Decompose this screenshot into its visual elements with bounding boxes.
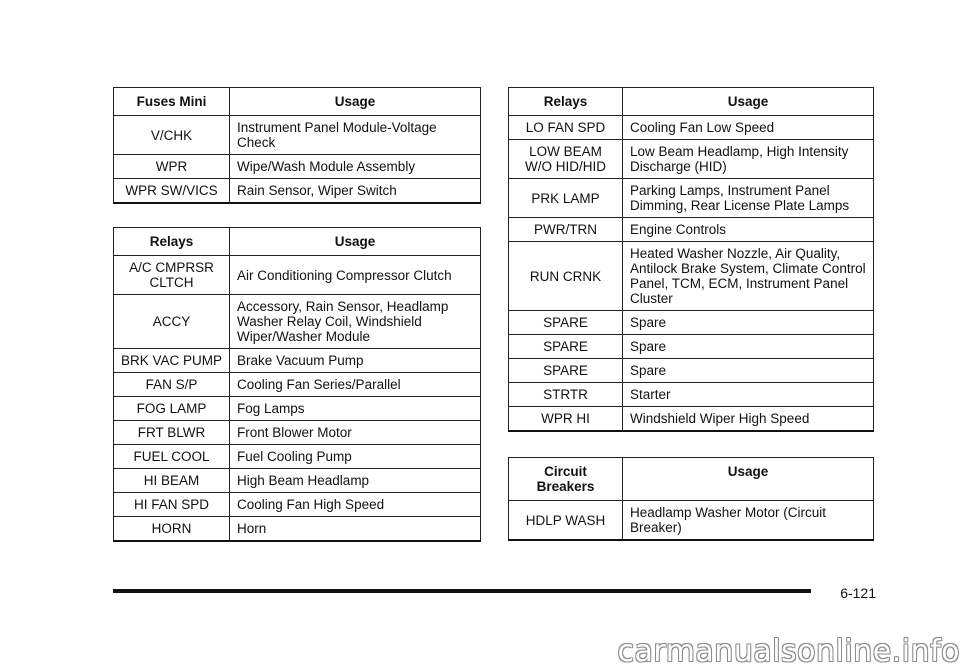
- usage-cell: Starter: [623, 383, 874, 407]
- relays-table-left: [113, 227, 481, 542]
- usage-cell: Fog Lamps: [230, 397, 481, 421]
- table-row: [509, 140, 874, 179]
- usage-cell: Cooling Fan Low Speed: [623, 116, 874, 140]
- fuse-name-cell: HI FAN SPD: [114, 493, 230, 517]
- circuit-breakers-table: [508, 457, 874, 541]
- usage-cell: Instrument Panel Module-Voltage Check: [230, 116, 481, 155]
- table-row: [114, 116, 481, 155]
- fuse-name-cell: RUN CRNK: [509, 242, 623, 311]
- table-row: [509, 179, 874, 218]
- table-row: [114, 256, 481, 295]
- fuse-name-cell: HI BEAM: [114, 469, 230, 493]
- table-row: [114, 421, 481, 445]
- table-row: [114, 445, 481, 469]
- fuse-name-cell: WPR: [114, 155, 230, 179]
- table-row: [509, 335, 874, 359]
- table-header-row: [509, 458, 874, 501]
- table-row: [509, 359, 874, 383]
- column-header: Relays: [114, 228, 230, 256]
- table-header-row: [509, 88, 874, 116]
- usage-cell: Spare: [623, 335, 874, 359]
- fuses-mini-table: [113, 87, 481, 204]
- fuse-name-cell: WPR SW/VICS: [114, 179, 230, 204]
- usage-cell: Air Conditioning Compressor Clutch: [230, 256, 481, 295]
- fuse-name-cell: FUEL COOL: [114, 445, 230, 469]
- fuse-name-cell: SPARE: [509, 335, 623, 359]
- usage-cell: Headlamp Washer Motor (Circuit Breaker): [623, 501, 874, 541]
- table-row: [114, 373, 481, 397]
- table-row: [509, 383, 874, 407]
- table-row: [114, 517, 481, 542]
- fuse-name-cell: FAN S/P: [114, 373, 230, 397]
- fuse-name-cell: PRK LAMP: [509, 179, 623, 218]
- column-header: Usage: [623, 88, 874, 116]
- usage-cell: High Beam Headlamp: [230, 469, 481, 493]
- fuse-name-cell: ACCY: [114, 295, 230, 349]
- fuse-name-cell: BRK VAC PUMP: [114, 349, 230, 373]
- usage-cell: Windshield Wiper High Speed: [623, 407, 874, 432]
- usage-cell: Horn: [230, 517, 481, 542]
- column-header: Circuit Breakers: [509, 458, 623, 501]
- column-header: Usage: [623, 458, 874, 501]
- table-row: [509, 311, 874, 335]
- usage-cell: Cooling Fan Series/Parallel: [230, 373, 481, 397]
- usage-cell: Engine Controls: [623, 218, 874, 242]
- table-row: [114, 349, 481, 373]
- usage-cell: Spare: [623, 311, 874, 335]
- table-header-row: [114, 228, 481, 256]
- table-row: [114, 469, 481, 493]
- fuse-name-cell: SPARE: [509, 311, 623, 335]
- column-header: Fuses Mini: [114, 88, 230, 116]
- table-row: [509, 242, 874, 311]
- relays-table-right: [508, 87, 874, 432]
- usage-cell: Heated Washer Nozzle, Air Quality, Antilock Brake System, Climate Control Panel, TCM, ECM, Instrument Panel Cluster: [623, 242, 874, 311]
- fuse-name-cell: HORN: [114, 517, 230, 542]
- usage-cell: Fuel Cooling Pump: [230, 445, 481, 469]
- table-row: [114, 155, 481, 179]
- usage-cell: Rain Sensor, Wiper Switch: [230, 179, 481, 204]
- table-row: [114, 397, 481, 421]
- fuse-name-cell: LOW BEAM W/O HID/HID: [509, 140, 623, 179]
- usage-cell: Spare: [623, 359, 874, 383]
- table-header-row: [114, 88, 481, 116]
- column-header: Usage: [230, 88, 481, 116]
- page-number: 6-121: [840, 585, 876, 601]
- footer-rule: [113, 589, 811, 593]
- usage-cell: Parking Lamps, Instrument Panel Dimming, Rear License Plate Lamps: [623, 179, 874, 218]
- table-row: [114, 295, 481, 349]
- usage-cell: Cooling Fan High Speed: [230, 493, 481, 517]
- table-row: [114, 179, 481, 204]
- fuse-name-cell: V/CHK: [114, 116, 230, 155]
- column-header: Usage: [230, 228, 481, 256]
- table-row: [114, 493, 481, 517]
- fuse-name-cell: LO FAN SPD: [509, 116, 623, 140]
- watermark: carmanualsonline.info: [617, 634, 960, 669]
- fuse-name-cell: WPR HI: [509, 407, 623, 432]
- fuse-name-cell: HDLP WASH: [509, 501, 623, 541]
- fuse-name-cell: FOG LAMP: [114, 397, 230, 421]
- usage-cell: Front Blower Motor: [230, 421, 481, 445]
- table-row: [509, 116, 874, 140]
- fuse-name-cell: STRTR: [509, 383, 623, 407]
- usage-cell: Brake Vacuum Pump: [230, 349, 481, 373]
- fuse-name-cell: FRT BLWR: [114, 421, 230, 445]
- fuse-name-cell: SPARE: [509, 359, 623, 383]
- table-row: [509, 218, 874, 242]
- fuse-name-cell: PWR/TRN: [509, 218, 623, 242]
- usage-cell: Accessory, Rain Sensor, Headlamp Washer Relay Coil, Windshield Wiper/Washer Module: [230, 295, 481, 349]
- table-row: [509, 407, 874, 432]
- fuse-name-cell: A/C CMPRSR CLTCH: [114, 256, 230, 295]
- table-row: [509, 501, 874, 541]
- usage-cell: Wipe/Wash Module Assembly: [230, 155, 481, 179]
- column-header: Relays: [509, 88, 623, 116]
- usage-cell: Low Beam Headlamp, High Intensity Discharge (HID): [623, 140, 874, 179]
